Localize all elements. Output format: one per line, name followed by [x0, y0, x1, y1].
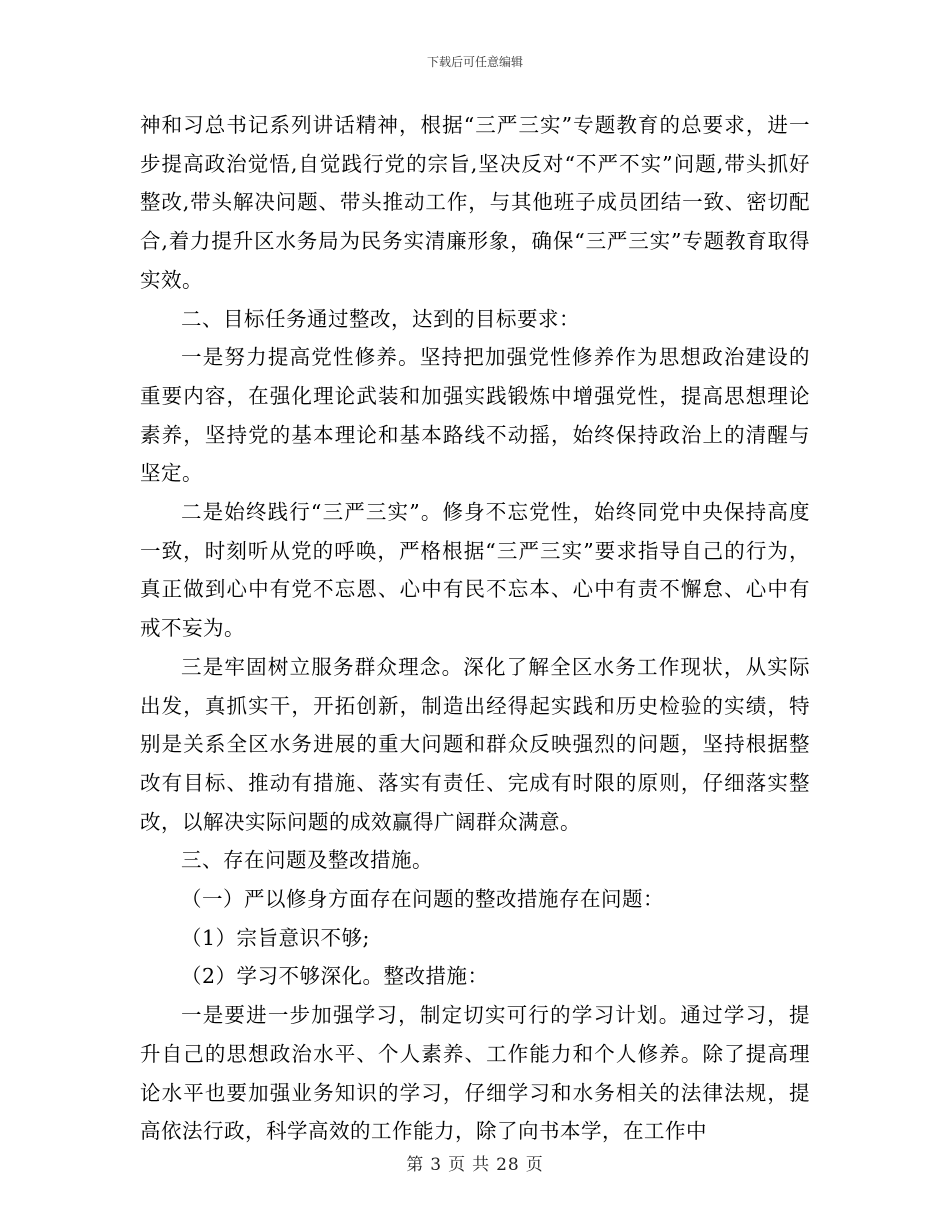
paragraph-measure-one: 一是要进一步加强学习，制定切实可行的学习计划。通过学习，提升自己的思想政治水平、个人素养、工作能力和个人修养。除了提高理论水平也要加强业务知识的学习，仔细学习和水务相关的法律法规，提高依法行政，科学高效的工作能力，除了向书本学，在工作中: [140, 1003, 810, 1144]
section-heading-problems: 三、存在问题及整改措施。: [181, 848, 433, 873]
current-page-number: 3: [430, 1155, 443, 1175]
problem-item-one: （1）宗旨意识不够;: [181, 925, 370, 950]
paragraph-goal-two: 二是始终践行“三严三实”。修身不忘党性，始终同党中央保持高度一致，时刻听从党的呼唤，严格根据“三严三实”要求指导自己的行为，真正做到心中有党不忘恩、心中有民不忘本、心中有责不懈怠、心中有戒不妄为。: [140, 500, 810, 641]
footer-total-label: 共: [472, 1155, 491, 1175]
paragraph-goal-one: 一是努力提高党性修养。坚持把加强党性修养作为思想政治建设的重要内容，在强化理论武装和加强实践锻炼中增强党性，提高思想理论素养，坚持党的基本理论和基本路线不动摇，始终保持政治上的清醒与坚定。: [140, 345, 810, 486]
total-page-number: 28: [496, 1155, 520, 1175]
problem-item-two: （2）学习不够深化。整改措施：: [181, 964, 489, 989]
footer-prefix: 第: [406, 1155, 425, 1175]
header-note: 下载后可任意编辑: [426, 55, 523, 69]
paragraph-goal-three: 三是牢固树立服务群众理念。深化了解全区水务工作现状，从实际出发，真抓实干，开拓创新，制造出经得起实践和历史检验的实绩，特别是关系全区水务进展的重大问题和群众反映强烈的问题，坚持根据整改有目标、推动有措施、落实有责任、完成有时限的原则，仔细落实整改，以解决实际问题的成效赢得广阔群众满意。: [140, 654, 810, 834]
document-body: [140, 106, 810, 1151]
section-heading-goals: 二、目标任务通过整改，达到的目标要求：: [181, 306, 580, 331]
paragraph-continuation: 神和习总书记系列讲话精神，根据“三严三实”专题教育的总要求，进一步提高政治觉悟,自觉践行党的宗旨,坚决反对“不严不实”问题,带头抓好整改,带头解决问题、带头推动工作，与其他班子成员团结一致、密切配合,着力提升区水务局为民务实清廉形象，确保“三严三实”专题教育取得实效。: [140, 113, 810, 292]
subsection-heading-self-cultivation: （一）严以修身方面存在问题的整改措施存在问题：: [181, 887, 664, 912]
footer-page-label: 页: [448, 1155, 467, 1175]
footer-suffix: 页: [525, 1155, 544, 1175]
page-number-footer: [0, 1154, 950, 1176]
